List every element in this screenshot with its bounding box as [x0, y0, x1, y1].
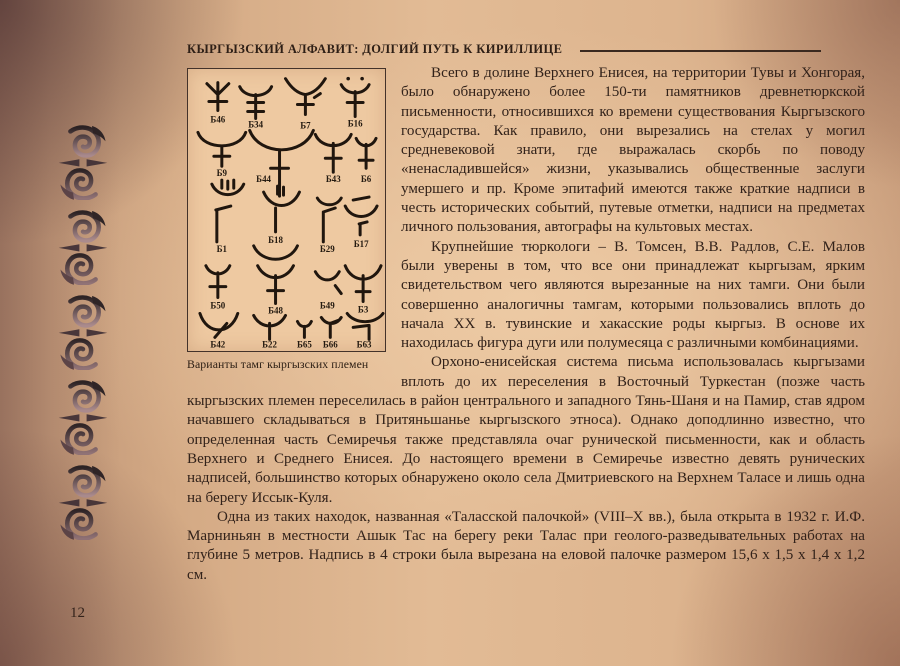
page-number: 12 [70, 605, 85, 621]
tamga-label: Б42 [210, 339, 226, 350]
tamga-label: Б17 [353, 238, 369, 249]
tamga-label: Б34 [248, 119, 264, 130]
tamga-label: Б48 [268, 305, 283, 316]
paragraph: Всего в долине Верхнего Енисея, на территории Тувы и Хонгорая, было обнаружено более 150-ти памятников древнетюркской письменности, относившихся ко времени существования Кыргызского государства. Как правило, они вырезались на стелах у могил средневековой знати, где выражалась скорбь по поводу «ненасладившейся» жизни, указывались общественные заслуги умершего и пр. Кроме эпитафий имеются также краткие надписи в честь исторических событий, путевые отметки, надписи на предметах личного пользования, автографы на культовых местах. [401, 65, 865, 236]
tamga-label: Б65 [296, 339, 312, 350]
spiral-ornament-icon [56, 379, 110, 455]
header-rule [580, 50, 821, 52]
tamga-label: Б18 [268, 234, 283, 245]
page-title: КЫРГЫЗСКИЙ АЛФАВИТ: ДОЛГИЙ ПУТЬ К КИРИЛЛИЦЕ [187, 42, 563, 56]
spiral-ornament-icon [56, 294, 110, 370]
tamga-label: Б9 [216, 168, 228, 179]
tamga-label: Б43 [325, 174, 341, 185]
tamga-figure [187, 68, 387, 372]
tamga-label: Б1 [216, 243, 228, 254]
paragraph: Орхоно-енисейская система письма использовалась кыргызами вплоть до их переселения в Восточный Туркестан (позже часть кыргызских племен переселилась в район центрального и западного Тянь-Шаня и на Памир, став ядром начавшего складываться в Притяньшанье кыргызского этноса). Однако доподлинно известно, что определенная часть Семиречья также представляла очаг рунической письменности, как и область Верхнего и Среднего Енисея. До настоящего времени в Семиречье известно девять рунических надписей, большинство которых обнаружено около села Дмитриевского на Верхнем Таласе и лишь одна на берегу Иссык-Куля. [187, 354, 865, 506]
tamga-figure-image [188, 69, 385, 351]
tamga-label: Б44 [256, 174, 272, 185]
article-body [187, 64, 865, 585]
tamga-label: Б49 [319, 300, 335, 311]
spiral-ornament-icon [56, 464, 110, 540]
figure-caption: Варианты тамг кыргызских племен [187, 357, 369, 371]
paragraph: Одна из таких находок, названная «Таласской палочкой» (VIII–X вв.), была открыта в 1932 г. И.Ф. Марниньян в местности Ашык Тас на берегу реки Талас при геолого-разведывательных работах на глубине 5 метров. Надпись в 4 строки была вырезана на еловой палочке размером 15,6 х 1,5 х 1,4 х 1,2 см. [187, 508, 865, 583]
tamga-label: Б50 [210, 300, 226, 311]
tamga-label: Б16 [347, 118, 363, 129]
tamga-label: Б7 [300, 120, 311, 131]
tamga-label: Б63 [356, 339, 372, 350]
ornament-column [56, 124, 110, 540]
spiral-ornament-icon [56, 124, 110, 200]
paragraph: Крупнейшие тюркологи – В. Томсен, В.В. Радлов, С.Е. Малов были уверены в том, что все они принадлежат кыргызам, ярким свидетельством чего являются вырезанные на них тамги. Они были совершенно аналогичны тамгам, которыми пользовались вплоть до начала XX в. тувинские и хакасские роды кыргыз. В основе их находилась фигура дуги или полумесяца с различными комбинациями. [401, 238, 865, 352]
tamga-label: Б29 [319, 243, 335, 254]
tamga-label: Б66 [322, 339, 338, 350]
tamga-figure-frame [187, 68, 386, 352]
tamga-label: Б46 [210, 114, 226, 125]
spiral-ornament-icon [56, 209, 110, 285]
tamga-label: Б22 [262, 339, 278, 350]
tamga-label: Б6 [360, 174, 372, 185]
tamga-label: Б3 [357, 304, 369, 315]
running-head [187, 42, 865, 57]
